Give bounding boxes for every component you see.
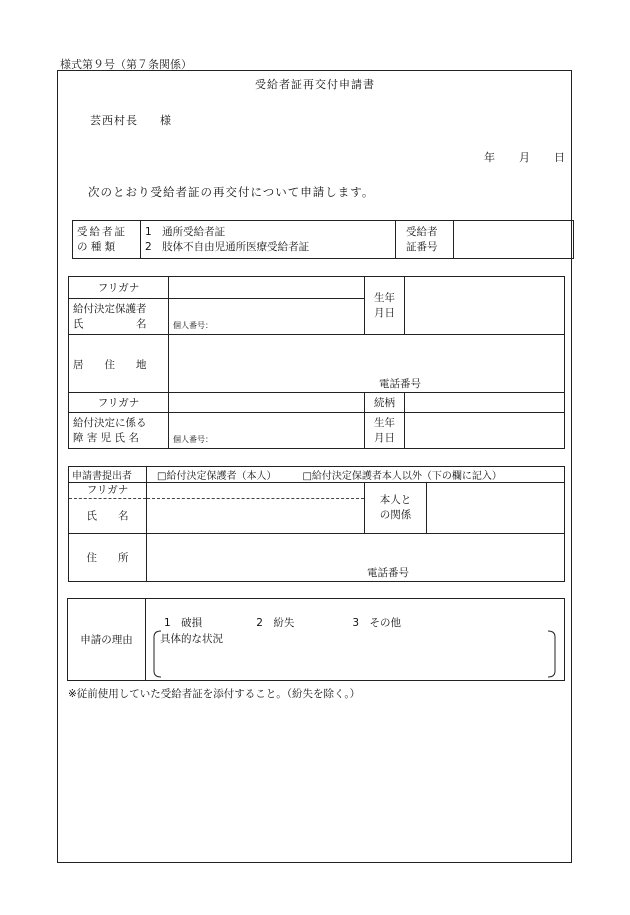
child-name-label: 給付決定に係る 障 害 児 氏 名	[69, 413, 169, 449]
child-birth-field[interactable]	[405, 413, 565, 449]
submitter-address-field[interactable]	[147, 534, 565, 582]
footer-note: ※従前使用していた受給者証を添付すること。（紛失を除く。）	[68, 688, 361, 700]
guardian-phone-label: 電話番号	[379, 378, 421, 390]
date-day-label: 日	[554, 151, 565, 164]
child-furigana-field[interactable]	[169, 393, 365, 413]
certificate-option-1[interactable]: 1 通所受給者証	[145, 225, 226, 238]
detail-field[interactable]	[164, 645, 534, 675]
guardian-table	[68, 276, 565, 449]
detail-label: 具体的な状況	[160, 633, 223, 645]
addressee	[90, 112, 172, 128]
submitter-option-self[interactable]: □給付決定保護者（本人）	[157, 471, 277, 482]
reason-label: 申請の理由	[68, 599, 146, 681]
submitter-furigana-field[interactable]	[147, 483, 364, 499]
date-year-label: 年	[484, 151, 495, 164]
submitter-name-field[interactable]	[147, 483, 365, 534]
intro-text: 次のとおり受給者証の再交付について申請します。	[88, 185, 375, 199]
submitter-address-label: 住 所	[69, 534, 147, 582]
submitter-name-label-cell	[69, 483, 147, 534]
child-relation-field[interactable]	[405, 393, 565, 413]
certificate-number-field[interactable]	[454, 221, 574, 259]
guardian-name-label: 給付決定保護者 氏 名	[69, 299, 169, 335]
child-relation-label: 続柄	[365, 393, 405, 413]
submitter-option-other[interactable]: □給付決定保護者本人以外（下の欄に記入）	[302, 471, 502, 482]
guardian-birth-field[interactable]	[405, 277, 565, 335]
reason-option-1[interactable]: 1 破損	[164, 617, 203, 629]
submitter-relation-field[interactable]	[427, 483, 565, 534]
reason-table	[67, 598, 565, 681]
reason-options	[164, 615, 401, 630]
submitter-table	[68, 466, 565, 582]
form-number: 様式第９号（第７条関係）	[60, 58, 192, 71]
guardian-name-field[interactable]	[169, 299, 365, 335]
submitter-name-label: 氏 名	[86, 510, 129, 522]
guardian-personal-number-label: 個人番号：	[173, 321, 213, 330]
certificate-type-options	[141, 221, 396, 259]
child-name-field[interactable]	[169, 413, 365, 449]
certificate-option-2[interactable]: 2 肢体不自由児通所医療受給者証	[145, 240, 310, 253]
child-birth-label: 生年 月日	[365, 413, 405, 449]
submitter-header-label: 申請書提出者	[69, 467, 147, 483]
reason-option-3[interactable]: 3 その他	[352, 617, 402, 629]
certificate-table	[72, 220, 574, 259]
submitter-options	[147, 467, 565, 483]
child-personal-number-label: 個人番号：	[173, 435, 213, 444]
reason-option-2[interactable]: 2 紛失	[256, 617, 295, 629]
guardian-birth-label: 生年 月日	[365, 277, 405, 335]
guardian-furigana-field[interactable]	[169, 277, 365, 299]
date-month-label: 月	[519, 151, 530, 164]
submitter-relation-label: 本人と の関係	[365, 483, 427, 534]
guardian-address-label: 居 住 地	[69, 335, 169, 393]
guardian-address-field[interactable]	[169, 335, 565, 393]
date-fields	[484, 149, 565, 165]
reason-field	[146, 599, 565, 681]
guardian-furigana-label: フリガナ	[69, 277, 169, 299]
detail-bracket-right	[546, 630, 558, 678]
addressee-name: 芸西村長	[90, 114, 138, 127]
honorific: 様	[160, 114, 172, 127]
certificate-type-label: 受給者証 の 種 類	[73, 221, 141, 259]
certificate-number-label: 受給者 証番号	[396, 221, 454, 259]
form-title: 受給者証再交付申請書	[255, 78, 375, 91]
submitter-furigana-label: フリガナ	[69, 483, 146, 499]
submitter-phone-label: 電話番号	[367, 567, 409, 579]
child-furigana-label: フリガナ	[69, 393, 169, 413]
